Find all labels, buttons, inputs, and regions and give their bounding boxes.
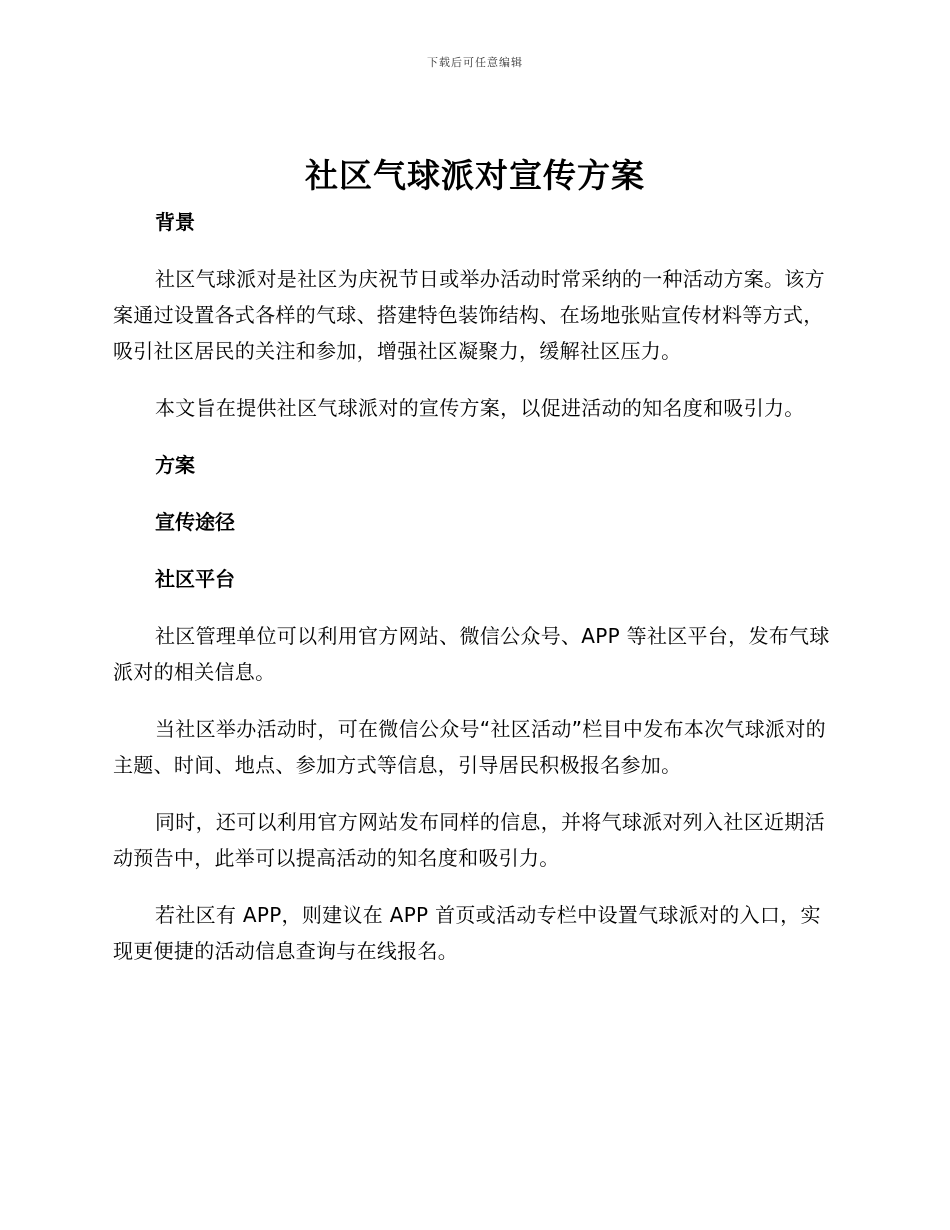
paragraph-platform-1: 社区管理单位可以利用官方网站、微信公众号、APP 等社区平台，发布气球派对的相关信息。 xyxy=(113,624,830,684)
section-heading-community-platform: 社区平台 xyxy=(155,567,235,591)
document-body xyxy=(113,204,833,990)
paragraph-background-2: 本文旨在提供社区气球派对的宣传方案，以促进活动的知名度和吸引力。 xyxy=(155,396,805,420)
document-title: 社区气球派对宣传方案 xyxy=(305,156,645,195)
paragraph-background-1: 社区气球派对是社区为庆祝节日或举办活动时常采纳的一种活动方案。该方案通过设置各式各样的气球、搭建特色装饰结构、在场地张贴宣传材料等方式，吸引社区居民的关注和参加，增强社区凝聚力，缓解社区压力。 xyxy=(113,267,825,363)
paragraph-platform-4: 若社区有 APP，则建议在 APP 首页或活动专栏中设置气球派对的入口，实现更便捷的活动信息查询与在线报名。 xyxy=(113,903,821,963)
section-heading-plan: 方案 xyxy=(155,453,195,477)
section-heading-channels: 宣传途径 xyxy=(155,510,235,534)
paragraph-platform-3: 同时，还可以利用官方网站发布同样的信息，并将气球派对列入社区近期活动预告中，此举可以提高活动的知名度和吸引力。 xyxy=(113,810,825,870)
page-header-note: 下载后可任意编辑 xyxy=(427,56,523,69)
paragraph-platform-2: 当社区举办活动时，可在微信公众号“社区活动”栏目中发布本次气球派对的主题、时间、地点、参加方式等信息，引导居民积极报名参加。 xyxy=(113,717,826,777)
section-heading-background: 背景 xyxy=(155,210,195,234)
